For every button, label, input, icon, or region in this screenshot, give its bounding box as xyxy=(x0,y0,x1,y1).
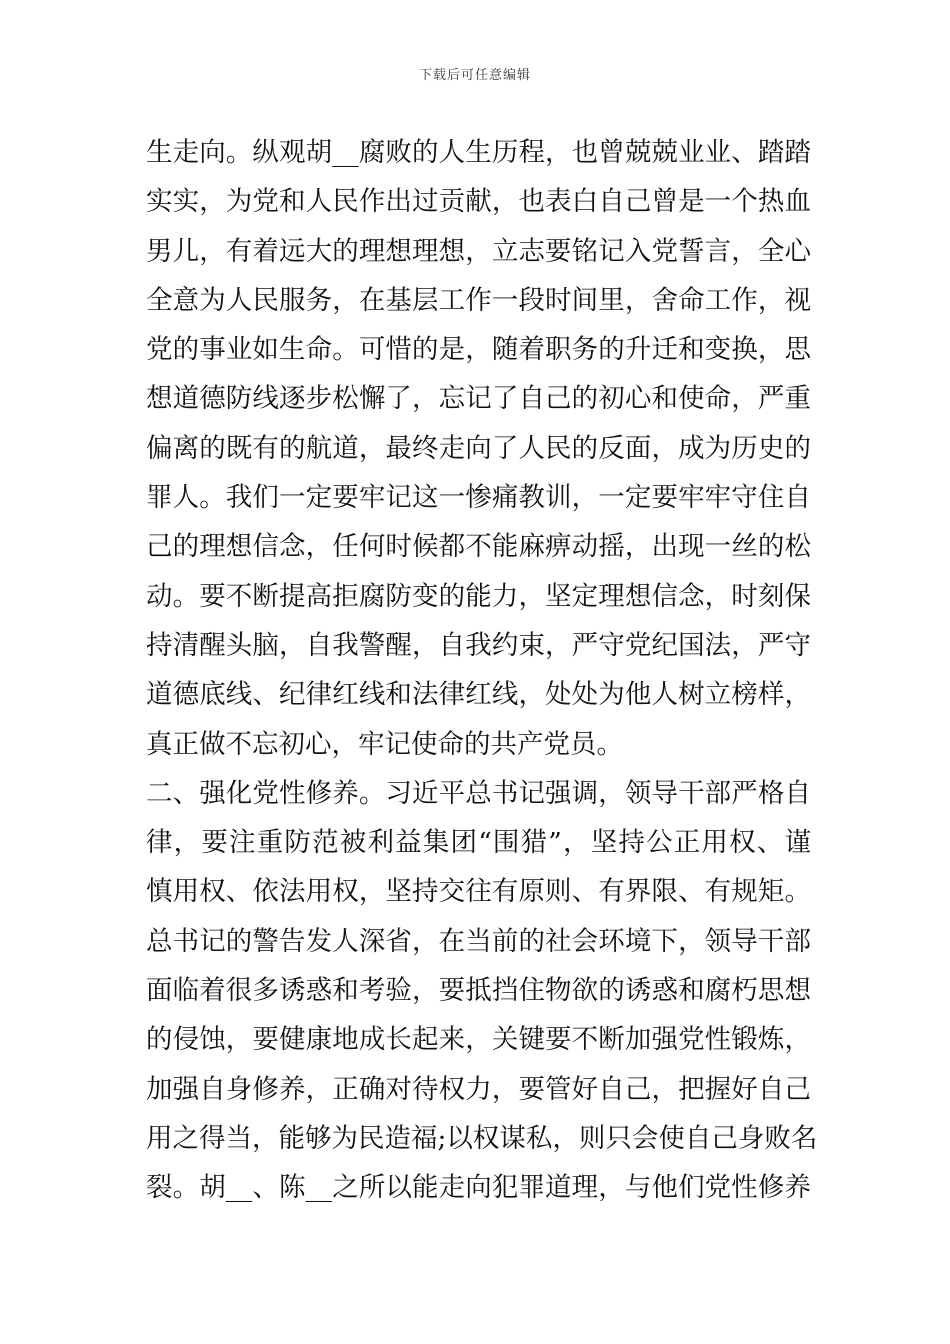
text-line: 总书记的警告发人深省，在当前的社会环境下，领导干部 xyxy=(146,925,811,957)
text-line: 罪人。我们一定要牢记这一惨痛教训，一定要牢牢守住自 xyxy=(146,482,811,514)
paragraph-last-line: 真正做不忘初心，牢记使命的共产党员。 xyxy=(146,728,623,760)
text-line: 道德底线、纪律红线和法律红线，处处为他人树立榜样， xyxy=(146,679,811,711)
section-heading-line: 二、强化党性修养。习近平总书记强调，领导干部严格自 xyxy=(146,777,811,809)
text-line: 用之得当，能够为民造福;以权谋私，则只会使自己身败名 xyxy=(146,1122,818,1154)
text-line: 全意为人民服务，在基层工作一段时间里，舍命工作，视 xyxy=(146,284,811,316)
text-line: 男儿，有着远大的理想理想，立志要铭记入党誓言，全心 xyxy=(146,235,811,267)
text-line: 偏离的既有的航道，最终走向了人民的反面，成为历史的 xyxy=(146,432,811,464)
text-line: 想道德防线逐步松懈了，忘记了自己的初心和使命，严重 xyxy=(146,383,811,415)
document-body xyxy=(146,128,818,1213)
text-line: 慎用权、依法用权，坚持交往有原则、有界限、有规矩。 xyxy=(146,876,811,908)
text-line: 实实，为党和人民作出过贡献，也表白自己曾是一个热血 xyxy=(146,186,811,218)
text-line: 己的理想信念，任何时候都不能麻痹动摇，出现一丝的松 xyxy=(146,531,811,563)
text-line: 生走向。纵观胡__腐败的人生历程，也曾兢兢业业、踏踏 xyxy=(146,137,811,168)
text-line: 党的事业如生命。可惜的是，随着职务的升迁和变换，思 xyxy=(146,334,811,366)
text-line: 裂。胡__、陈__之所以能走向犯罪道理，与他们党性修养 xyxy=(146,1172,811,1204)
text-line: 加强自身修养，正确对待权力，要管好自己，把握好自己 xyxy=(146,1073,811,1105)
text-line: 持清醒头脑，自我警醒，自我约束，严守党纪国法，严守 xyxy=(146,629,811,661)
text-line: 律，要注重防范被利益集团“围猎”，坚持公正用权、谨 xyxy=(146,827,811,859)
text-line: 的侵蚀，要健康地成长起来，关键要不断加强党性锻炼， xyxy=(146,1024,811,1056)
text-line: 动。要不断提高拒腐防变的能力，坚定理想信念，时刻保 xyxy=(146,580,811,612)
page-header: 下载后可任意编辑 xyxy=(418,68,531,83)
text-line: 面临着很多诱惑和考验，要抵挡住物欲的诱惑和腐朽思想 xyxy=(146,975,811,1007)
